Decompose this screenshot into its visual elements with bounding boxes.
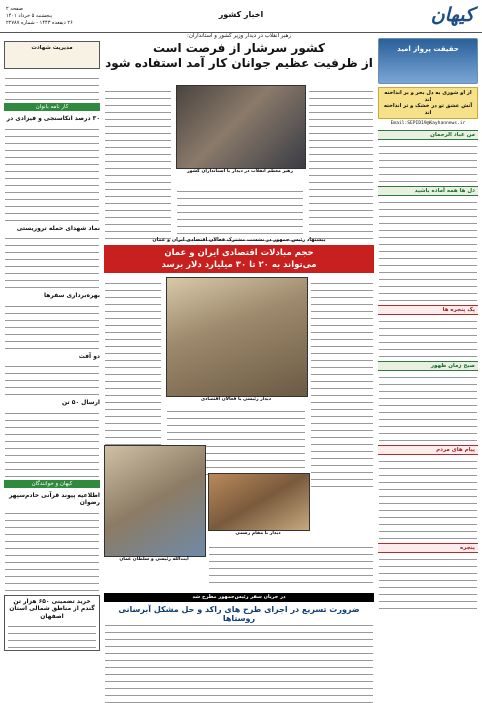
official-meeting-photo	[208, 473, 310, 531]
news-body	[4, 407, 100, 477]
section-title: اخبار کشور	[218, 10, 264, 19]
section-header: دل ها همه آماده باشید	[378, 186, 478, 196]
bottom-article-text	[104, 619, 374, 693]
box-title: مدیریت شهادت	[31, 45, 73, 51]
issue-info	[6, 6, 73, 27]
news-headline: ۳۰ درصد اتکاسنجی و فیزادی در	[6, 115, 100, 122]
main-headline	[104, 41, 374, 71]
section-body	[378, 455, 478, 539]
red-kicker: پیشنهاد رئیس جمهور در نشست مشترک فعالان اقتصادی ایران و عمان	[152, 237, 326, 243]
photo-caption: رهبر معظم انقلاب در دیدار با استانداران کشور	[186, 169, 294, 174]
green-bar: کار نامه بانوان	[4, 103, 100, 111]
oman-story-text-left	[104, 277, 162, 467]
banner-ad-text: حقیقت پرواز امید	[397, 45, 459, 53]
poem-line: آتش عشق تو در خشک و تر انداخته اند	[383, 103, 473, 116]
section-body	[378, 371, 478, 441]
story-text-left	[104, 85, 172, 233]
section-body	[378, 553, 478, 609]
news-body	[4, 232, 100, 288]
gift-box	[4, 41, 100, 69]
news-body	[4, 360, 100, 395]
news-headline: دو آفت	[78, 352, 100, 360]
green-bar: کیهان و خوانندگان	[4, 480, 100, 488]
section-body	[378, 315, 478, 357]
left-text-block	[4, 72, 100, 100]
bottom-photo-caption: دیدار با مقام رسمی	[235, 531, 281, 536]
bottom-story-text	[208, 541, 374, 581]
news-headline: خرید تضمینی ۶۵۰ هزار تن گندم از مناطق شمالی استان اصفهان	[9, 597, 95, 620]
news-headline: اطلاعیه پیوند قرآنی خادم‌سپهر رضوان	[8, 491, 100, 506]
section-header: پک پنجره ها	[378, 305, 478, 315]
headline-line: کشور سرشار از فرصت است	[152, 41, 326, 55]
section-body	[378, 196, 478, 301]
left-column	[4, 38, 100, 695]
news-headline: نماد شهدای حمله تروریستی	[16, 224, 100, 232]
section-body	[378, 140, 478, 182]
masthead	[0, 0, 482, 33]
right-column	[378, 38, 478, 695]
news-body	[4, 300, 100, 349]
bottom-photo-caption: آیت‌الله رئیسی و سلطان عمان	[119, 557, 189, 562]
newspaper-logo: کیهان	[430, 4, 474, 26]
story-text-right	[308, 85, 374, 233]
news-headline: بهره‌برداری سفرها	[43, 292, 100, 299]
oman-story-text-right	[310, 277, 374, 467]
oman-headline-bar	[104, 245, 374, 273]
wheat-box	[4, 595, 100, 652]
email-address: Email:SEPID19@Kayhannews.ir	[390, 121, 466, 126]
business-meeting-photo	[166, 277, 308, 397]
section-header: صبح زمان ظهور	[378, 361, 478, 371]
red-headline-line: حجم مبادلات اقتصادی ایران و عمان	[164, 248, 314, 258]
banner-ad	[378, 38, 478, 84]
bottom-headline: ضرورت تسریع در اجرای طرح های راکد و حل مشکل آبرسانی روستاها	[118, 605, 360, 623]
top-story	[104, 85, 374, 235]
issue-line: ۲۶ ذیقعده ۱۴۴۳ - شماره ۲۲۷۸۷	[6, 20, 73, 26]
headline-line: از ظرفیت عظیم جوانان کار آمد استفاده شود	[105, 56, 373, 70]
issue-line: صفحه ۲	[6, 6, 23, 12]
section-header: من عباد الرحمان	[378, 130, 478, 140]
center-column	[104, 33, 374, 695]
story-text-middle	[176, 185, 304, 233]
news-headline: ارسال ۵۰ تن	[61, 399, 100, 406]
leader-meeting-photo	[176, 85, 306, 169]
issue-line: پنجشنبه ۵ خرداد ۱۴۰۱	[6, 13, 53, 19]
section-header: پیام های مردم	[378, 445, 478, 455]
news-body	[4, 123, 100, 221]
meeting-caption: دیدار رئیسی با فعالان اقتصادی	[200, 397, 272, 402]
headline-kicker: رهبر انقلاب در دیدار وزیر کشور و استانداران:	[187, 33, 291, 39]
red-headline-line: می‌تواند به ۲۰ تا ۳۰ میلیارد دلار برسد	[161, 260, 317, 270]
poem-box	[378, 87, 478, 119]
sultan-photo	[104, 445, 206, 557]
bottom-black-bar: در جریان سفر رئیس‌جمهور مطرح شد	[104, 593, 374, 602]
poem-line: از او شوری به دل بحر و بر انداخته اند	[384, 90, 472, 103]
section-header: پنجره	[378, 543, 478, 553]
news-body	[4, 507, 100, 591]
